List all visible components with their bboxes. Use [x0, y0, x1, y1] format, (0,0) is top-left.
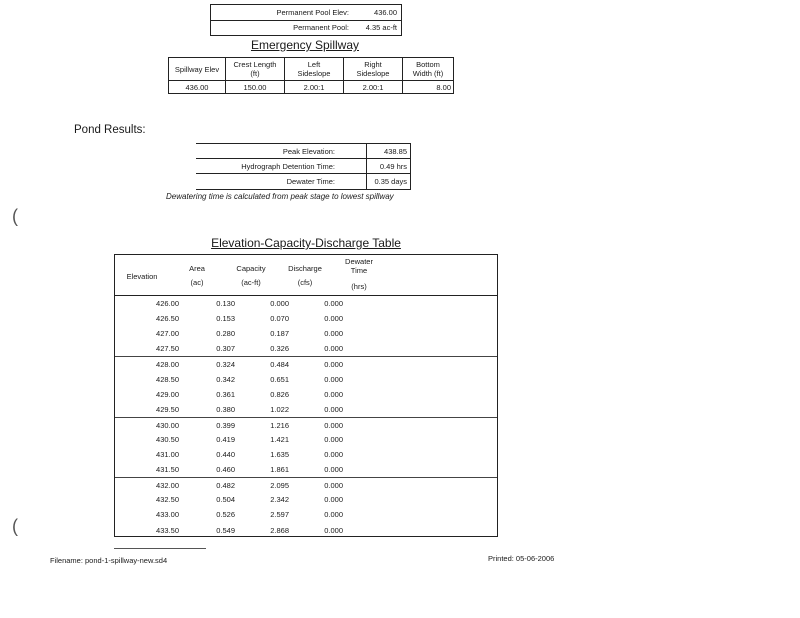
ecd-table-header [115, 255, 497, 296]
dewater-time-value: 0.35 days [374, 177, 407, 186]
cell-area: 0.419 [216, 434, 235, 444]
cell-area: 0.130 [216, 299, 235, 308]
cell-capacity: 0.651 [270, 374, 289, 384]
spillway-header-right-sideslope: Right Sideslope [344, 58, 403, 81]
cell-elevation: 430.00 [156, 420, 179, 430]
cell-capacity: 2.597 [270, 510, 289, 520]
table-row [115, 417, 497, 433]
table-row [115, 447, 497, 462]
header-elevation: Elevation [126, 272, 158, 281]
peak-elevation-label: Peak Elevation: [282, 147, 335, 156]
cell-discharge: 0.000 [324, 434, 343, 444]
peak-elevation-value: 438.85 [384, 147, 407, 156]
cell-elevation: 429.00 [156, 389, 179, 399]
cell-discharge: 0.000 [324, 404, 343, 414]
permanent-pool-elev-row [211, 5, 401, 20]
binding-mark: ( [12, 516, 18, 536]
header-capacity: Capacity [236, 264, 266, 273]
divider [114, 548, 206, 549]
cell-elevation: 430.50 [156, 434, 179, 444]
cell-discharge: 0.000 [324, 374, 343, 384]
cell-elevation: 428.50 [156, 374, 179, 384]
cell-elevation: 433.50 [156, 525, 179, 535]
table-row [115, 402, 497, 417]
cell-discharge: 0.000 [324, 450, 343, 459]
cell-capacity: 0.070 [270, 314, 289, 324]
printed-date-footer: Printed: 05-06-2006 [488, 554, 555, 563]
header-dewater-time: Dewater Time [345, 257, 373, 275]
dewater-time-label: Dewater Time: [286, 177, 335, 186]
header-area: Area [189, 264, 205, 273]
cell-capacity: 2.868 [270, 525, 289, 535]
table-row [115, 432, 497, 447]
cell-discharge: 0.000 [324, 420, 343, 430]
cell-discharge: 0.000 [324, 344, 343, 354]
ecd-table-title: Elevation-Capacity-Discharge Table [211, 236, 401, 250]
cell-area: 0.380 [216, 404, 235, 414]
cell-discharge: 0.000 [324, 360, 343, 370]
pond-results-label: Pond Results: [74, 124, 146, 136]
cell-elevation: 427.50 [156, 344, 179, 354]
permanent-pool-label: Permanent Pool: [293, 23, 349, 32]
permanent-pool-box [210, 4, 402, 36]
cell-area: 0.342 [216, 374, 235, 384]
spillway-value-elev: 436.00 [169, 81, 226, 94]
cell-elevation: 428.00 [156, 360, 179, 370]
spillway-header-elev: Spillway Elev [169, 58, 226, 81]
table-row [115, 507, 497, 522]
cell-area: 0.324 [216, 360, 235, 370]
cell-elevation: 432.50 [156, 495, 179, 505]
cell-capacity: 1.861 [270, 465, 289, 475]
dewatering-note: Dewatering time is calculated from peak stage to lowest spillway [166, 192, 394, 201]
header-discharge: Discharge [288, 264, 322, 273]
cell-capacity: 0.826 [270, 389, 289, 399]
cell-elevation: 431.50 [156, 465, 179, 475]
detention-time-label: Hydrograph Detention Time: [241, 162, 335, 171]
permanent-pool-value: 4.35 ac-ft [365, 23, 397, 32]
table-row [115, 356, 497, 372]
cell-area: 0.307 [216, 344, 235, 354]
cell-capacity: 1.635 [270, 450, 289, 459]
cell-area: 0.549 [216, 525, 235, 535]
table-row [115, 326, 497, 341]
table-row [115, 492, 497, 507]
spillway-value-right-sideslope: 2.00:1 [344, 81, 403, 94]
cell-capacity: 2.342 [270, 495, 289, 505]
permanent-pool-elev-value: 436.00 [374, 8, 397, 17]
cell-elevation: 426.00 [156, 299, 179, 308]
cell-discharge: 0.000 [324, 314, 343, 324]
table-row [115, 296, 497, 311]
cell-discharge: 0.000 [324, 510, 343, 520]
cell-area: 0.153 [216, 314, 235, 324]
ecd-table [114, 254, 498, 537]
cell-capacity: 0.484 [270, 360, 289, 370]
cell-capacity: 0.000 [270, 299, 289, 308]
emergency-spillway-table [168, 57, 454, 94]
cell-area: 0.280 [216, 329, 235, 339]
cell-area: 0.504 [216, 495, 235, 505]
cell-area: 0.440 [216, 450, 235, 459]
cell-capacity: 1.421 [270, 434, 289, 444]
cell-area: 0.399 [216, 420, 235, 430]
cell-elevation: 432.00 [156, 481, 179, 491]
cell-capacity: 0.187 [270, 329, 289, 339]
cell-capacity: 1.216 [270, 420, 289, 430]
cell-area: 0.460 [216, 465, 235, 475]
spillway-value-bottom-width: 8.00 [403, 81, 454, 94]
pond-results-box [196, 143, 411, 189]
table-row [115, 311, 497, 326]
filename-footer: Filename: pond-1-spillway-new.sd4 [50, 556, 168, 565]
cell-elevation: 433.00 [156, 510, 179, 520]
spillway-header-bottom-width: Bottom Width (ft) [403, 58, 454, 81]
cell-area: 0.361 [216, 389, 235, 399]
cell-capacity: 0.326 [270, 344, 289, 354]
cell-area: 0.482 [216, 481, 235, 491]
table-row [115, 523, 497, 538]
spillway-header-crest: Crest Length (ft) [226, 58, 285, 81]
cell-elevation: 429.50 [156, 404, 179, 414]
binding-mark: ( [12, 206, 18, 226]
cell-discharge: 0.000 [324, 525, 343, 535]
cell-discharge: 0.000 [324, 465, 343, 475]
peak-elevation-row [196, 143, 411, 159]
cell-discharge: 0.000 [324, 389, 343, 399]
emergency-spillway-title: Emergency Spillway [250, 38, 360, 52]
header-dewater-unit: (hrs) [351, 282, 367, 291]
detention-time-row [196, 158, 411, 174]
permanent-pool-row [211, 20, 401, 35]
spillway-header-left-sideslope: Left Sideslope [285, 58, 344, 81]
cell-elevation: 426.50 [156, 314, 179, 324]
permanent-pool-elev-label: Permanent Pool Elev: [276, 8, 349, 17]
cell-discharge: 0.000 [324, 495, 343, 505]
table-row [115, 387, 497, 402]
table-row [115, 462, 497, 477]
cell-elevation: 427.00 [156, 329, 179, 339]
dewater-time-row [196, 173, 411, 190]
cell-area: 0.526 [216, 510, 235, 520]
header-area-unit: (ac) [190, 278, 204, 287]
header-capacity-unit: (ac-ft) [241, 278, 261, 287]
spillway-value-crest: 150.00 [226, 81, 285, 94]
table-row [115, 341, 497, 356]
cell-discharge: 0.000 [324, 481, 343, 491]
cell-discharge: 0.000 [324, 299, 343, 308]
cell-capacity: 2.095 [270, 481, 289, 491]
spillway-value-left-sideslope: 2.00:1 [285, 81, 344, 94]
cell-capacity: 1.022 [270, 404, 289, 414]
header-discharge-unit: (cfs) [297, 278, 313, 287]
table-row [115, 477, 497, 493]
cell-elevation: 431.00 [156, 450, 179, 459]
detention-time-value: 0.49 hrs [379, 162, 407, 171]
cell-discharge: 0.000 [324, 329, 343, 339]
table-row [115, 372, 497, 387]
